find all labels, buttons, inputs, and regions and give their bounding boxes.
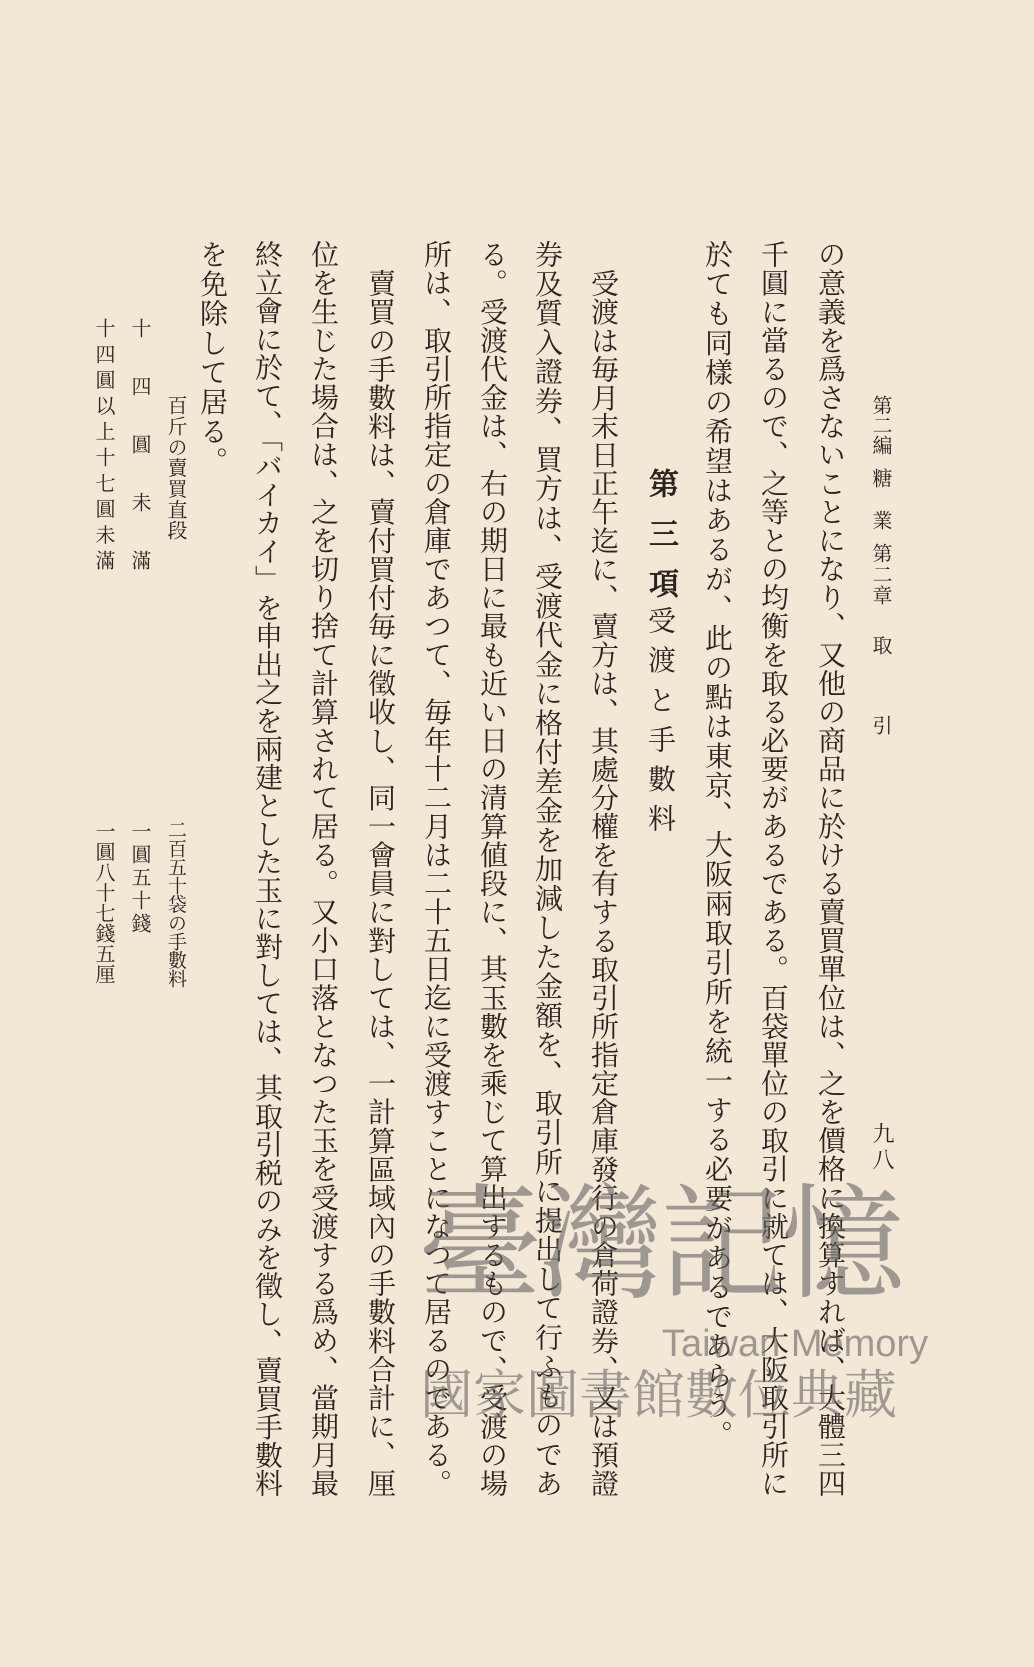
running-head-chapter-title: 取引 (869, 635, 893, 795)
running-head-chapter: 第二章 (869, 543, 893, 606)
text-column: を免除して居る。 (196, 240, 229, 476)
text-column: 受渡は毎月末日正午迄に、賣方は、其處分權を有する取引所指定倉庫發行の倉荷證券、又は預證 (587, 269, 620, 1498)
text-column: 於ても同樣の希望はあるが、此の點は東京、大阪兩取引所を統一する必要があるであらう。 (701, 240, 734, 1450)
text-column: 終立會に於て、「バイカイ」を申出之を兩建とした玉に對しては、其取引税のみを徵し、賣買手數料 (251, 240, 284, 1498)
watermark-logo: 臺灣記憶 (418, 1173, 903, 1317)
running-head-subject: 糖業 (869, 468, 893, 552)
text-column: 所は、取引所指定の倉庫であつて、毎年十二月は二十五日迄に受渡すことになつて居るのである。 (420, 240, 453, 1498)
text-column: 位を生じた場合は、之を切り捨て計算されて居る。又小口落となつた玉を受渡する爲め、當期月最 (307, 240, 340, 1498)
text-column: 券及質入證券、買方は、受渡代金に格付差金を加減した金額を、取引所に提出して行ふものであ (531, 240, 564, 1499)
text-column: 千圓に當るので、之等との均衡を取る必要があるである。百袋單位の取引に就ては、大阪取引所に (757, 240, 790, 1498)
fee-table-header-fee: 二百五十袋の手數料 (165, 820, 187, 988)
fee-table-row-price: 十四圓未滿 (128, 318, 152, 608)
section-heading-number: 第三項 (643, 468, 678, 618)
watermark-institution: 國家圖書館數位典藏 (420, 1365, 897, 1426)
fee-table-row-fee: 一圓八十七錢五厘 (92, 821, 116, 985)
text-column: 賣買の手數料は、賣付買付毎に徵收し、同一會員に對しては、一計算區域內の手數料合計に、厘 (364, 269, 397, 1498)
page-number: 九八 (869, 1122, 894, 1174)
text-column: る。受渡代金は、右の期日に最も近い日の清算値段に、其玉數を乘じて算出するもので、受渡の場 (476, 240, 509, 1498)
fee-table-row-fee: 一圓五十錢 (128, 821, 152, 936)
section-heading-title: 受渡と手數料 (644, 606, 677, 844)
running-head-volume: 第二編 (869, 395, 893, 455)
fee-table-row-price: 十四圓以上十七圓未滿 (92, 318, 116, 576)
watermark-english: Taiwan Memory (662, 1323, 929, 1365)
fee-table-header-price: 百斤の賣買直段 (164, 395, 188, 541)
text-column: の意義を爲さないことになり、又他の商品に於ける賣買單位は、之を價格に換算すれば、大體三四 (814, 240, 847, 1498)
